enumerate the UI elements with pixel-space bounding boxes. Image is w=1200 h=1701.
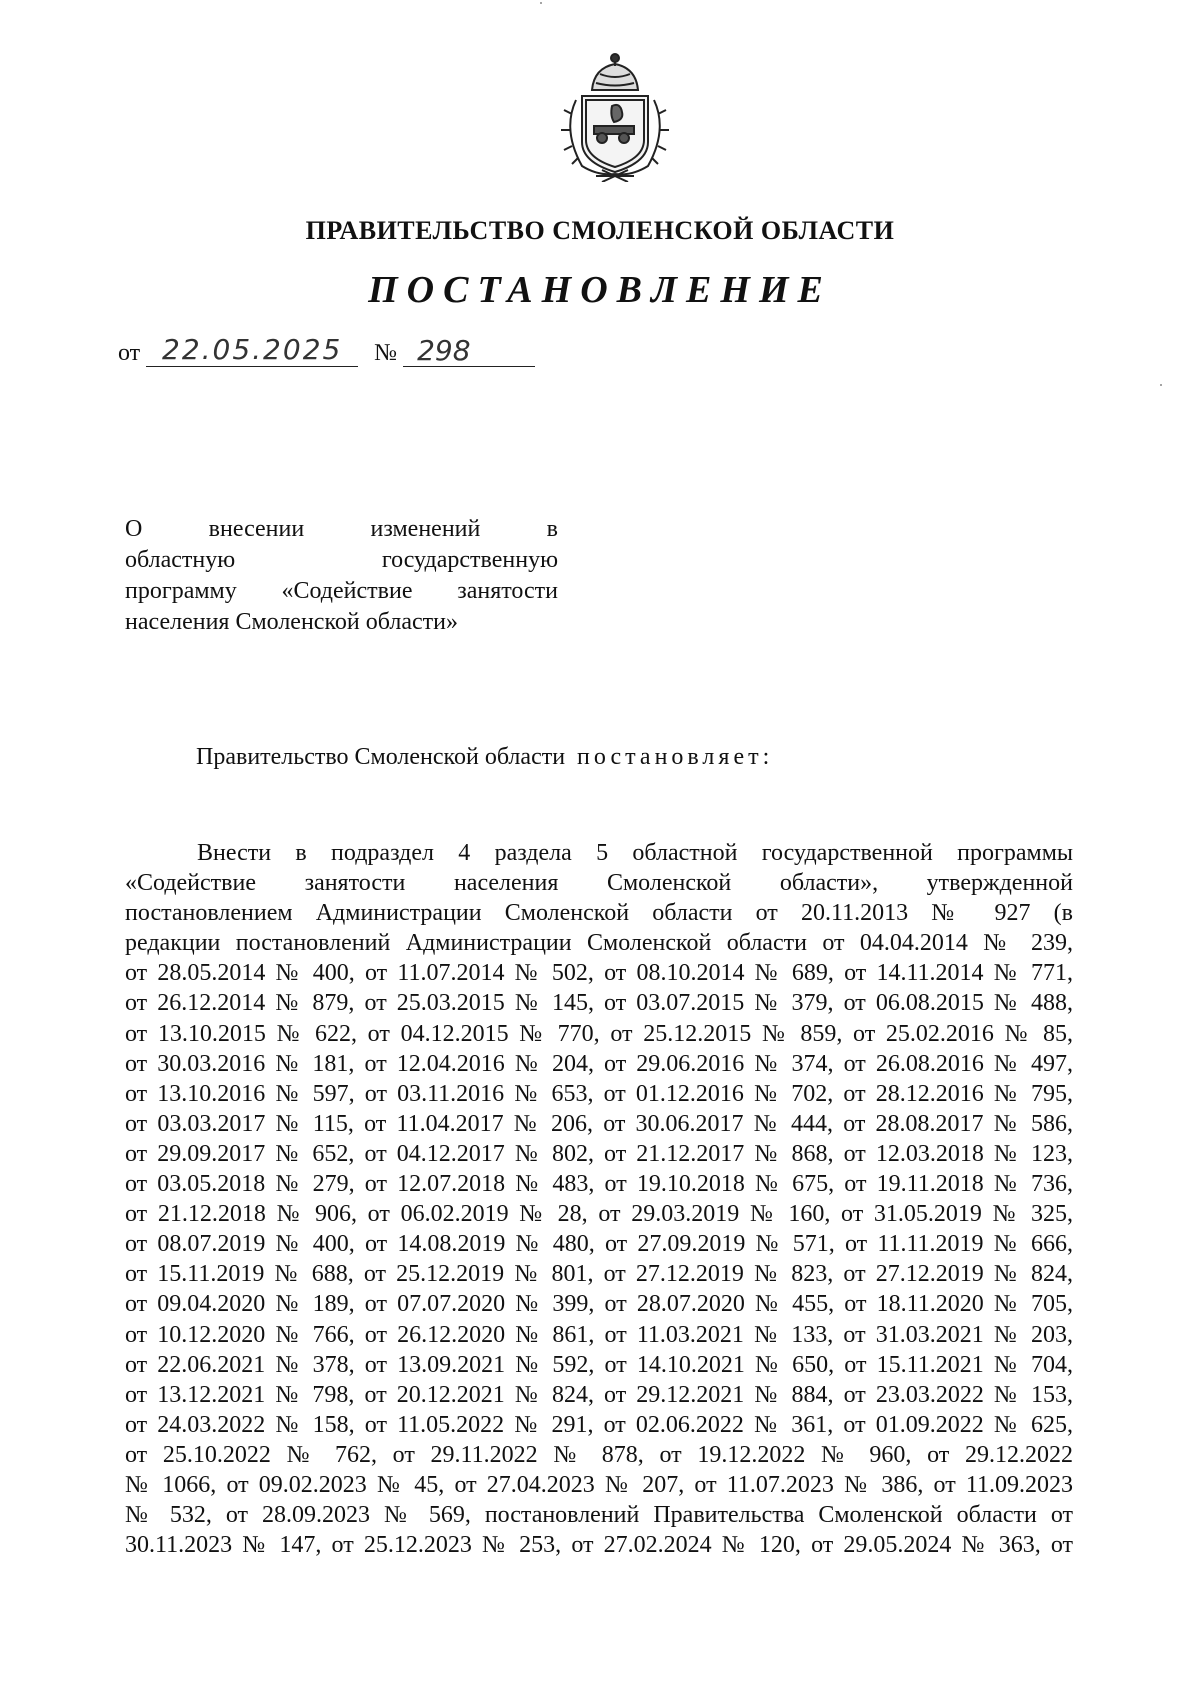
number-prefix: № <box>374 340 398 366</box>
body-line: от 24.03.2022 № 158, от 11.05.2022 № 291, от 02.06.2022 № 361, от 01.09.2022 № 625, <box>125 1411 1073 1438</box>
body-line: от 22.06.2021 № 378, от 13.09.2021 № 592, от 14.10.2021 № 650, от 15.11.2021 № 704, <box>125 1351 1073 1378</box>
body-line: Внести в подраздел 4 раздела 5 областной государственной программы <box>197 840 1073 866</box>
date-prefix: от <box>118 340 141 366</box>
subject-line: областную государственную <box>125 547 558 573</box>
body-line: от 13.10.2016 № 597, от 03.11.2016 № 653, от 01.12.2016 № 702, от 28.12.2016 № 795, <box>125 1080 1073 1107</box>
scan-artifact <box>540 2 542 4</box>
body-line: от 26.12.2014 № 879, от 25.03.2015 № 145, от 03.07.2015 № 379, от 06.08.2015 № 488, <box>125 990 1073 1017</box>
body-line: от 03.03.2017 № 115, от 11.04.2017 № 206, от 30.06.2017 № 444, от 28.08.2017 № 586, <box>125 1110 1073 1137</box>
registration-line <box>118 332 535 368</box>
decree-subject: Правительство Смоленской области <box>196 744 566 770</box>
body-line: от 13.12.2021 № 798, от 20.12.2021 № 824, от 29.12.2021 № 884, от 23.03.2022 № 153, <box>125 1381 1073 1408</box>
body-line: от 25.10.2022 № 762, от 29.11.2022 № 878, от 19.12.2022 № 960, от 29.12.2022 <box>125 1441 1073 1468</box>
body-line: № 1066, от 09.02.2023 № 45, от 27.04.2023 № 207, от 11.07.2023 № 386, от 11.09.2023 <box>125 1471 1073 1498</box>
decree-verb: постановляет: <box>577 744 774 770</box>
body-line: от 21.12.2018 № 906, от 06.02.2019 № 28, от 29.03.2019 № 160, от 31.05.2019 № 325, <box>125 1201 1073 1228</box>
subject-line: населения Смоленской области» <box>125 609 458 635</box>
document-subject <box>125 514 558 638</box>
body-line: от 15.11.2019 № 688, от 25.12.2019 № 801, от 27.12.2019 № 823, от 27.12.2019 № 824, <box>125 1261 1073 1288</box>
document-body <box>125 838 1073 1560</box>
body-line: редакции постановлений Администрации Смоленской области от 04.04.2014 № 239, <box>125 930 1073 957</box>
org-title: ПРАВИТЕЛЬСТВО СМОЛЕНСКОЙ ОБЛАСТИ <box>305 216 895 245</box>
handwritten-date: 22.05.2025 <box>146 332 358 367</box>
body-line: «Содействие занятости населения Смоленской области», утвержденной <box>125 870 1073 897</box>
body-line: от 28.05.2014 № 400, от 11.07.2014 № 502, от 08.10.2014 № 689, от 14.11.2014 № 771, <box>125 960 1073 987</box>
body-line: № 532, от 28.09.2023 № 569, постановлений Правительства Смоленской области от <box>125 1502 1073 1529</box>
body-line: от 13.10.2015 № 622, от 04.12.2015 № 770, от 25.12.2015 № 859, от 25.02.2016 № 85, <box>125 1020 1073 1047</box>
body-line: 30.11.2023 № 147, от 25.12.2023 № 253, от 27.02.2024 № 120, от 29.05.2024 № 363, от <box>125 1532 1073 1559</box>
body-line: от 30.03.2016 № 181, от 12.04.2016 № 204, от 29.06.2016 № 374, от 26.08.2016 № 497, <box>125 1050 1073 1077</box>
smolensk-coat-of-arms-icon <box>552 50 678 182</box>
doc-type-title: ПОСТАНОВЛЕНИЕ <box>368 269 832 311</box>
body-line: постановлением Администрации Смоленской области от 20.11.2013 № 927 (в <box>125 900 1073 927</box>
body-line: от 10.12.2020 № 766, от 26.12.2020 № 861, от 11.03.2021 № 133, от 31.03.2021 № 203, <box>125 1321 1073 1348</box>
body-line: от 08.07.2019 № 400, от 14.08.2019 № 480, от 27.09.2019 № 571, от 11.11.2019 № 666, <box>125 1231 1073 1258</box>
body-line: от 29.09.2017 № 652, от 04.12.2017 № 802, от 21.12.2017 № 868, от 12.03.2018 № 123, <box>125 1140 1073 1167</box>
body-line: от 09.04.2020 № 189, от 07.07.2020 № 399, от 28.07.2020 № 455, от 18.11.2020 № 705, <box>125 1291 1073 1318</box>
subject-line: программу «Содействие занятости <box>125 578 558 604</box>
handwritten-number: 298 <box>403 333 535 367</box>
decree-statement <box>196 744 773 771</box>
scan-artifact <box>1160 384 1162 386</box>
body-line: от 03.05.2018 № 279, от 12.07.2018 № 483, от 19.10.2018 № 675, от 19.11.2018 № 736, <box>125 1171 1073 1198</box>
subject-line: О внесении изменений в <box>125 516 558 542</box>
